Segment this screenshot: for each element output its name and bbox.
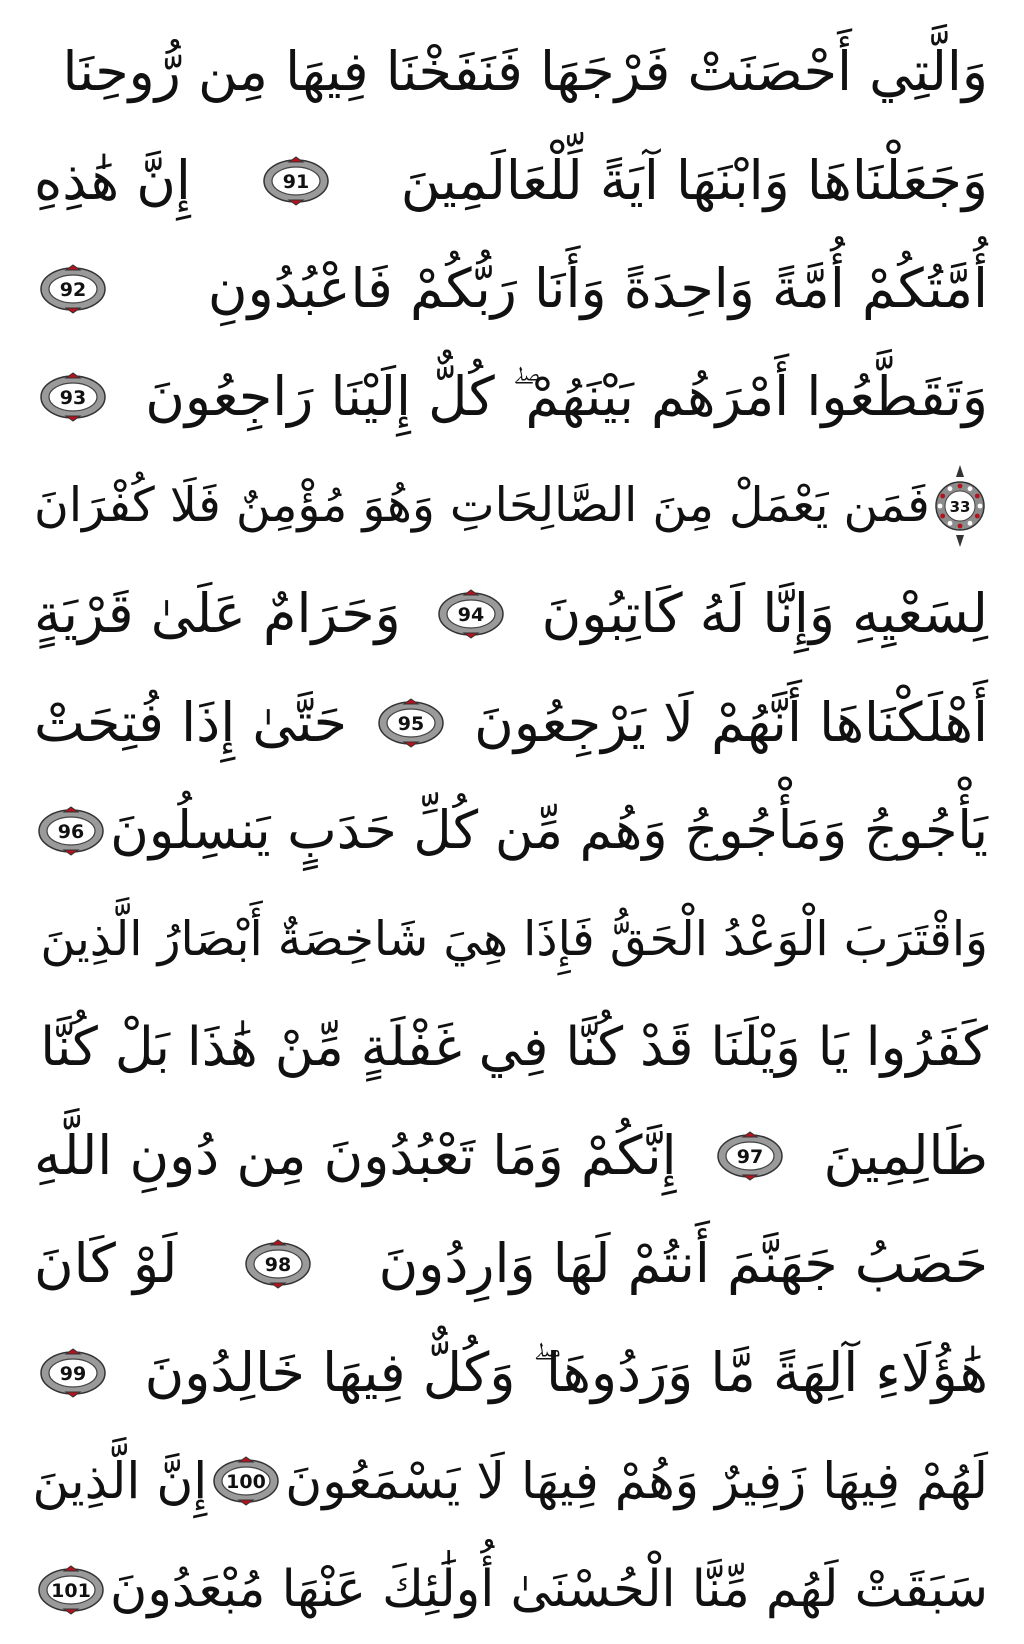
verse-text: وَاقْتَرَبَ الْوَعْدُ الْحَقُّ فَإِذَا هِيَ شَاخِصَةٌ أَبْصَارُ الَّذِينَ: [40, 911, 988, 967]
verse-text: ظَالِمِينَ: [823, 1124, 988, 1188]
text-line: [34, 235, 988, 343]
text-line: [34, 1210, 988, 1318]
verse-number: 94: [457, 604, 485, 627]
text-line: [34, 18, 988, 126]
verse-number: 96: [58, 820, 85, 843]
text-line: [34, 560, 988, 668]
text-line: [34, 1319, 988, 1427]
text-line: [34, 885, 988, 993]
verse-end-marker: [211, 1456, 281, 1506]
verse-end-marker: [376, 698, 446, 748]
verse-number: 97: [736, 1146, 764, 1169]
verse-end-marker: [38, 372, 108, 422]
verse-end-marker: [36, 806, 106, 856]
verse-text: فَمَن يَعْمَلْ مِنَ الصَّالِحَاتِ وَهُوَ مُؤْمِنٌ فَلَا كُفْرَانَ: [34, 478, 930, 534]
text-line: [34, 126, 988, 234]
verse-number: 95: [397, 712, 424, 735]
text-line: [34, 452, 988, 560]
verse-text: كَفَرُوا يَا وَيْلَنَا قَدْ كُنَّا فِي غَفْلَةٍ مِّنْ هَٰذَا بَلْ كُنَّا: [40, 1016, 988, 1079]
text-line: [34, 1535, 988, 1643]
verse-text: لَوْ كَانَ: [34, 1232, 178, 1296]
verse-number: 100: [226, 1471, 267, 1494]
verse-text: إِنَّ الَّذِينَ: [32, 1451, 208, 1511]
verse-text: أُمَّتُكُمْ أُمَّةً وَاحِدَةً وَأَنَا رَبُّكُمْ فَاعْبُدُونِ: [207, 256, 988, 320]
text-line: [34, 1427, 988, 1535]
verse-end-marker: [38, 264, 108, 314]
text-line: [34, 994, 988, 1102]
verse-text: وَحَرَامٌ عَلَىٰ قَرْيَةٍ: [34, 582, 401, 646]
verse-end-marker: [243, 1239, 313, 1289]
verse-text: لَهُمْ فِيهَا زَفِيرٌ وَهُمْ فِيهَا لَا يَسْمَعُونَ: [285, 1451, 988, 1511]
verse-end-marker: [436, 589, 506, 639]
text-line: [34, 777, 988, 885]
verse-text: وَتَقَطَّعُوا أَمْرَهُم بَيْنَهُمْ ۖ كُلٌّ إِلَيْنَا رَاجِعُونَ: [145, 365, 988, 429]
verse-text: حَتَّىٰ إِذَا فُتِحَتْ: [34, 690, 348, 754]
text-line: [34, 343, 988, 451]
verse-number: 99: [59, 1362, 87, 1385]
verse-number: 93: [59, 387, 87, 410]
text-line: [34, 1102, 988, 1210]
verse-text: أَهْلَكْنَاهَا أَنَّهُمْ لَا يَرْجِعُونَ: [474, 690, 988, 754]
verse-end-marker: [715, 1131, 785, 1181]
verse-text: حَصَبُ جَهَنَّمَ أَنتُمْ لَهَا وَارِدُونَ: [378, 1232, 988, 1296]
verse-text: سَبَقَتْ لَهُم مِّنَّا الْحُسْنَىٰ أُولَٰئِكَ عَنْهَا مُبْعَدُونَ: [110, 1559, 988, 1619]
hizb-marker: [934, 463, 986, 549]
verse-text: وَالَّتِي أَحْصَنَتْ فَرْجَهَا فَنَفَخْنَا فِيهَا مِن رُّوحِنَا: [62, 40, 988, 104]
verse-number: 98: [264, 1254, 292, 1277]
verse-text: يَأْجُوجُ وَمَأْجُوجُ وَهُم مِّن كُلِّ حَدَبٍ يَنسِلُونَ: [110, 799, 988, 861]
verse-text: وَجَعَلْنَاهَا وَابْنَهَا آيَةً لِّلْعَالَمِينَ: [400, 148, 988, 212]
juz-number: 33: [949, 497, 971, 516]
verse-text: إِنَّكُمْ وَمَا تَعْبُدُونَ مِن دُونِ اللَّهِ: [34, 1124, 677, 1188]
verse-text: لِسَعْيِهِ وَإِنَّا لَهُ كَاتِبُونَ: [541, 582, 988, 646]
verse-number: 91: [282, 170, 310, 193]
verse-end-marker: [36, 1565, 106, 1615]
verse-number: 101: [51, 1579, 91, 1602]
verse-number: 92: [59, 278, 87, 301]
verse-end-marker: [38, 1348, 108, 1398]
text-line: [34, 668, 988, 776]
verse-text: هَٰؤُلَاءِ آلِهَةً مَّا وَرَدُوهَا ۖ وَكُلٌّ فِيهَا خَالِدُونَ: [144, 1340, 988, 1404]
verse-text: إِنَّ هَٰذِهِ: [34, 148, 191, 212]
verse-end-marker: [261, 156, 331, 206]
